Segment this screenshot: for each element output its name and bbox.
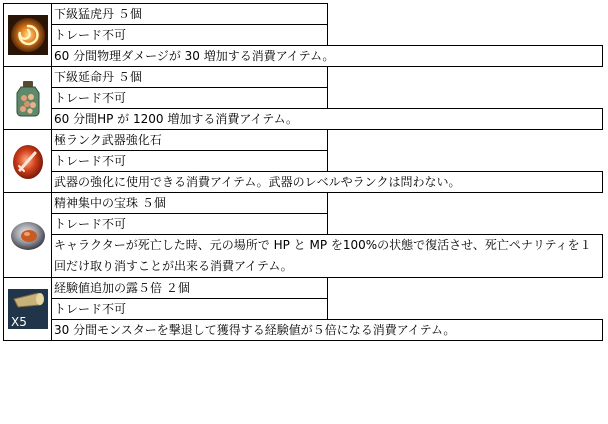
item-row: [4, 214, 603, 235]
gem-bead-icon: [8, 215, 48, 255]
item-trade-status: トレード不可: [52, 25, 328, 46]
item-description: 30 分間モンスターを撃退して獲得する経験値が５倍になる消費アイテム。: [52, 320, 603, 341]
item-name: 極ランク武器強化石: [52, 130, 328, 151]
item-name: 下級猛虎丹 ５個: [52, 4, 328, 25]
item-description: 武器の強化に使用できる消費アイテム。武器のレベルやランクは問わない。: [52, 172, 603, 193]
item-row: [4, 235, 603, 278]
item-row: [4, 25, 603, 46]
pill-jar-icon: [8, 78, 48, 118]
item-icon-cell: [4, 130, 52, 193]
item-trade-status: トレード不可: [52, 88, 328, 109]
orange-swirl-orb-icon: [8, 15, 48, 55]
item-icon-cell: [4, 278, 52, 341]
item-icon-cell: [4, 67, 52, 130]
item-table: [3, 3, 603, 341]
item-trade-status: トレード不可: [52, 299, 328, 320]
item-row: [4, 172, 603, 193]
item-name: 下級延命丹 ５個: [52, 67, 328, 88]
item-row: [4, 88, 603, 109]
item-description: 60 分間物理ダメージが 30 増加する消費アイテム。: [52, 46, 603, 67]
item-row: [4, 151, 603, 172]
item-row: [4, 130, 603, 151]
item-row: [4, 67, 603, 88]
item-description: 60 分間HP が 1200 増加する消費アイテム。: [52, 109, 603, 130]
item-trade-status: トレード不可: [52, 214, 328, 235]
item-row: [4, 299, 603, 320]
item-icon-cell: [4, 4, 52, 67]
item-row: [4, 4, 603, 25]
horn-x5-icon: [8, 289, 48, 329]
item-row: [4, 46, 603, 67]
item-icon-cell: [4, 193, 52, 278]
item-row: [4, 320, 603, 341]
icon-multiplier-label: X5: [10, 315, 27, 329]
item-name: 経験値追加の露５倍 ２個: [52, 278, 328, 299]
item-row: [4, 193, 603, 214]
item-description: キャラクターが死亡した時、元の場所で HP と MP を100%の状態で復活させ、死亡ペナリティを１回だけ取り消すことが出来る消費アイテム。: [52, 235, 603, 278]
weapon-enhance-stone-icon: [8, 141, 48, 181]
item-row: [4, 109, 603, 130]
item-row: [4, 278, 603, 299]
item-name: 精神集中の宝珠 ５個: [52, 193, 328, 214]
item-trade-status: トレード不可: [52, 151, 328, 172]
